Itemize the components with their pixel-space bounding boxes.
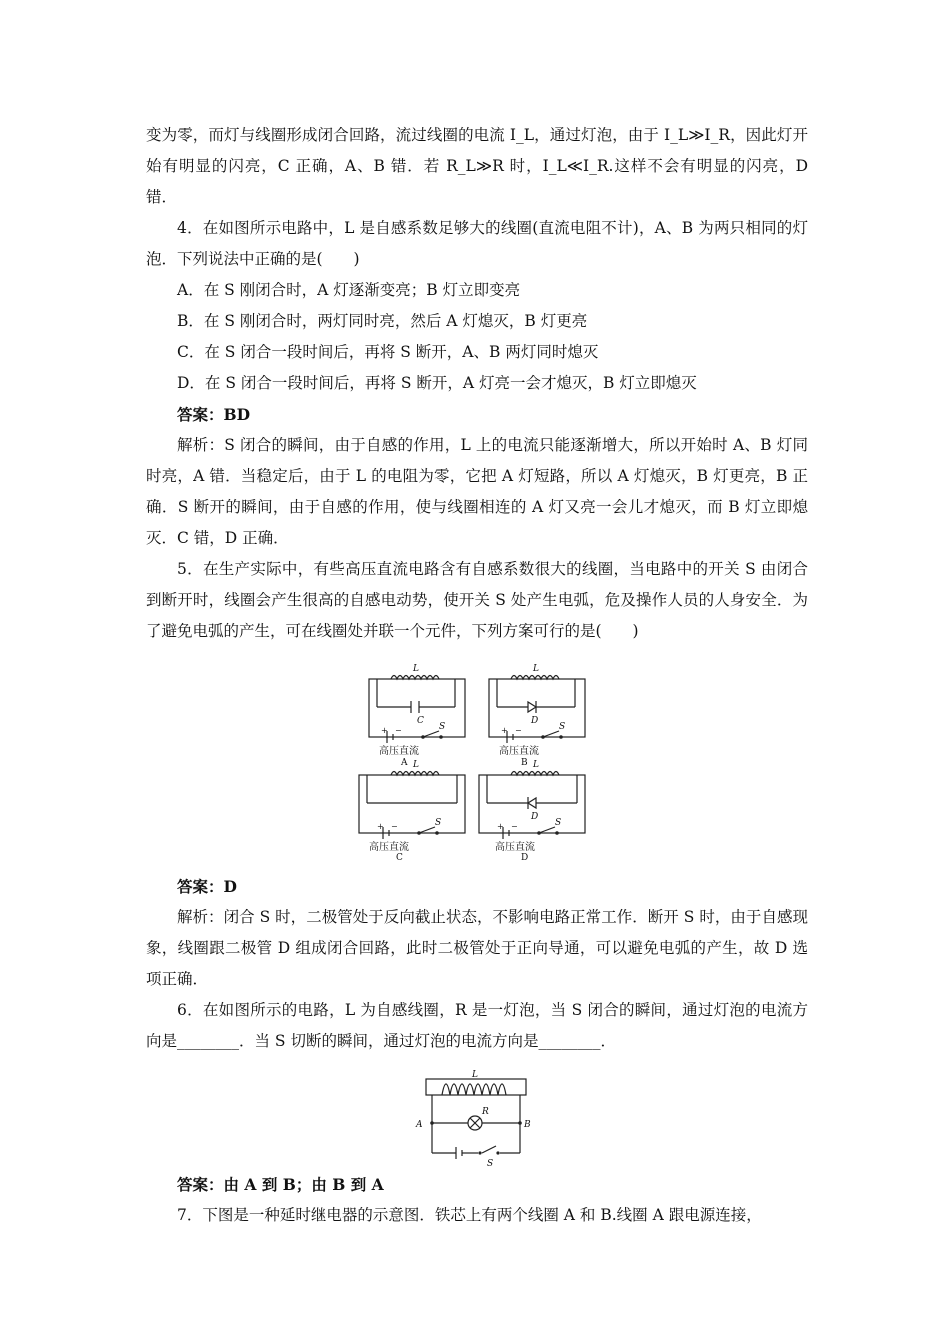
question-5-figure [146, 661, 808, 861]
coil-lamp-circuit-diagram [412, 1069, 542, 1167]
question-4-option-b: B．在 S 刚闭合时，两灯同时亮，然后 A 灯熄灭，B 灯更亮 [177, 312, 588, 330]
question-5-answer: 答案：D [177, 877, 237, 896]
minus-sign-c: − [391, 822, 398, 831]
plus-sign-a: + [381, 726, 388, 735]
switch-label-d: S [555, 818, 562, 828]
diode-label-b: D [531, 716, 539, 726]
coil-label-d: L [533, 760, 539, 770]
switch-label-c: S [435, 818, 442, 828]
switch-lever [482, 1146, 496, 1153]
plus-sign-b: + [501, 726, 508, 735]
source-label-b: 高压直流 [499, 746, 539, 757]
question-5-stem: 5．在生产实际中，有些高压直流电路含有自感系数很大的线圈，当电路中的开关 S 由闭合到断开时，线圈会产生很高的自感电动势，使开关 S 处产生电弧，危及操作人员的人身安全．为了避免电弧的产生，可在线圈处并联一个元件，下列方案可行的是( ) [146, 560, 808, 640]
minus-sign-d: − [511, 822, 518, 831]
switch-lever [423, 731, 439, 737]
coil-winding [442, 1084, 506, 1095]
question-4-stem: 4．在如图所示电路中，L 是自感系数足够大的线圈(直流电阻不计)，A、B 为两只相同的灯泡．下列说法中正确的是( ) [146, 219, 808, 268]
minus-sign-a: − [395, 726, 402, 735]
page-content [146, 120, 808, 1231]
diode-label-d: D [531, 812, 539, 822]
question-6-answer: 答案：由 A 到 B；由 B 到 A [177, 1175, 384, 1194]
node-b-label: B [524, 1120, 531, 1130]
source-label-c: 高压直流 [369, 842, 409, 853]
source-label-a: 高压直流 [379, 746, 419, 757]
source-label-d: 高压直流 [495, 842, 535, 853]
option-label-c: C [396, 853, 403, 861]
four-circuit-options-diagram [347, 661, 607, 861]
plus-sign-c: + [377, 822, 384, 831]
node-a-label: A [416, 1120, 423, 1130]
question-4-option-d: D．在 S 闭合一段时间后，再将 S 断开，A 灯亮一会才熄灭，B 灯立即熄灭 [177, 374, 697, 392]
minus-sign-b: − [515, 726, 522, 735]
question-6-stem: 6．在如图所示的电路，L 为自感线圈，R 是一灯泡，当 S 闭合的瞬间，通过灯泡的电流方向是________．当 S 切断的瞬间，通过灯泡的电流方向是________． [146, 1001, 808, 1050]
plus-sign-d: + [497, 822, 504, 831]
question-5-analysis: 解析：闭合 S 时，二极管处于反向截止状态，不影响电路正常工作．断开 S 时，由于自感现象，线圈跟二极管 D 组成闭合回路，此时二极管处于正向导通，可以避免电弧的产生，故 D 选项正确． [146, 908, 808, 988]
question-4-option-a: A．在 S 刚闭合时，A 灯逐渐变亮；B 灯立即变亮 [177, 281, 521, 299]
question-7-stem: 7．下图是一种延时继电器的示意图．铁芯上有两个线圈 A 和 B.线圈 A 跟电源连接， [177, 1206, 762, 1224]
circuit-option-c [359, 772, 465, 840]
capacitor-label: C [417, 716, 424, 726]
option-label-b: B [521, 758, 528, 768]
question-6-figure [146, 1069, 808, 1167]
switch-label-b: S [559, 722, 566, 732]
reversed-diode-icon [528, 798, 536, 808]
paragraph-continued-explanation: 变为零，而灯与线圈形成闭合回路，流过线圈的电流 I_L，通过灯泡，由于 I_L≫I_R，因此灯开始有明显的闪亮，C 正确，A、B 错．若 R_L≫R 时，I_L≪I_R.这样不会有明显的闪亮，D 错． [146, 126, 808, 206]
coil-label-b: L [533, 664, 539, 674]
option-label-d: D [521, 853, 529, 861]
switch-label: S [487, 1159, 494, 1167]
question-4-option-c: C．在 S 闭合一段时间后，再将 S 断开，A、B 两灯同时熄灭 [177, 343, 599, 361]
question-4-answer: 答案：BD [177, 405, 251, 424]
coil-label-a: L [413, 664, 419, 674]
diode-icon [528, 702, 536, 712]
option-label-a: A [401, 758, 408, 768]
lamp-label: R [482, 1107, 489, 1117]
coil-label: L [472, 1070, 478, 1080]
switch-label-a: S [439, 722, 446, 732]
coil-label-c: L [413, 760, 419, 770]
lamp-icon [468, 1116, 482, 1130]
question-4-analysis: 解析：S 闭合的瞬间，由于自感的作用，L 上的电流只能逐渐增大，所以开始时 A、B 灯同时亮，A 错．当稳定后，由于 L 的电阻为零，它把 A 灯短路，所以 A 灯熄灭，B 灯更亮，B 正确．S 断开的瞬间，由于自感的作用，使与线圈相连的 A 灯又亮一会儿才熄灭，而 B 灯立即熄灭．C 错，D 正确． [146, 436, 808, 547]
